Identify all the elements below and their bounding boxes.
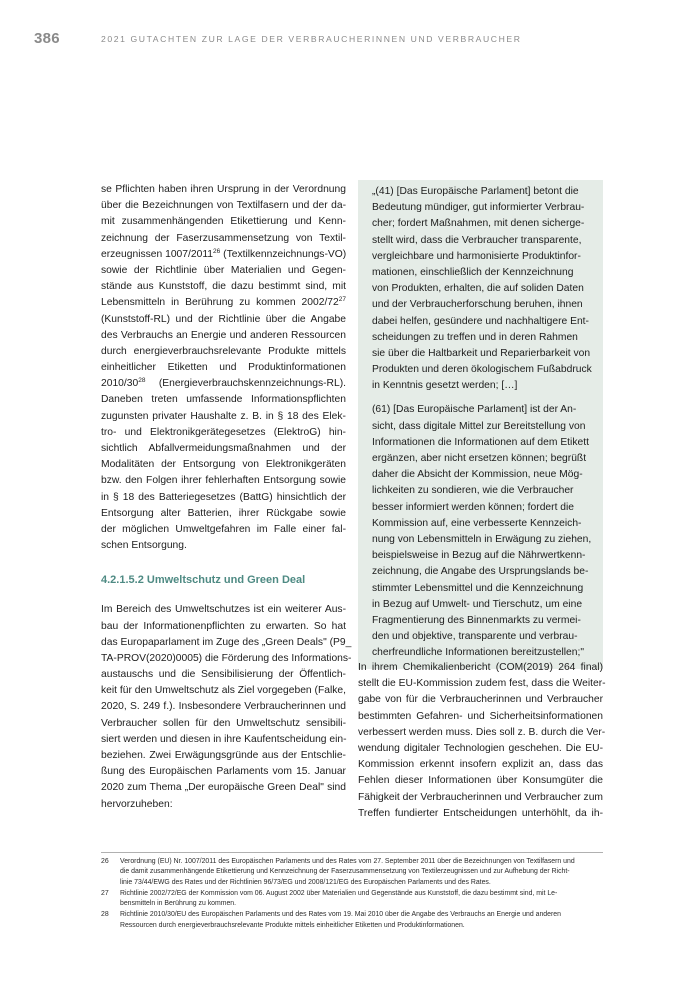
- paragraph: [101, 182, 346, 554]
- footnote-line: linie 73/44/EWG des Rates und der Richtlinien 96/73/EG und 2008/121/EG des Europäischen Parlaments und des Rates.: [120, 878, 491, 886]
- quote-line: „(41) [Das Europäische Parlament] betont die: [372, 186, 579, 197]
- quote-line: Produkten und deren ökologischem Fußabdruck: [372, 364, 592, 376]
- text-line: TA-PROV(2020)0005) die Förderung des Informations-: [101, 652, 352, 664]
- text-line: 2020 zum Thema „Der europäische Green Deal" sind: [101, 782, 346, 794]
- quote-line: sie über die Haltbarkeit und Reparierbarkeit von: [372, 347, 591, 359]
- text-line: austauschs und die Sensibilisierung der Öffentlich-: [101, 669, 346, 681]
- text-fragment: (Textilkennzeichnungs-VO): [223, 248, 347, 260]
- quote-line: cherfreundliche Informationen bereitzustellen;": [372, 647, 585, 659]
- text-line: 2020, S. 249 f.). Insbesondere Verbraucherinnen und: [101, 701, 346, 713]
- footnote-ref: 27: [338, 296, 346, 304]
- footnote-number: 27: [101, 889, 109, 897]
- text-line: verbessert werden muss. Dies soll z. B. durch die Ver-: [358, 726, 606, 738]
- quote-line: besser informiert werden können; fordert die: [372, 501, 575, 513]
- quote-line: ergänzen, aber nicht ersetzen können; begrüßt: [372, 453, 587, 464]
- quote-paragraph: [372, 184, 592, 394]
- quote-line: scheidungen zu treffen und in deren Rahmen: [372, 331, 578, 343]
- text-line: zugunsten privater Haushalte z. B. in § 18 des Elek-: [101, 410, 346, 422]
- quote-line: den und objektive, transparente und verbrau-: [372, 631, 578, 643]
- text-line: [101, 376, 346, 392]
- text-line: ßung des Europäischen Parlaments vom 15. Januar: [101, 766, 346, 778]
- right-column: [358, 660, 606, 822]
- text-line: keit für den Umweltschutz als Ziel vorgegeben (Falke,: [101, 685, 346, 697]
- text-line: das Europaparlament im Zuge des „Green Deals" (P9_: [101, 636, 352, 648]
- paragraph: [358, 660, 606, 822]
- footnote: [101, 910, 603, 931]
- text-line: zeichnung der Faserzusammensetzung von Textil-: [101, 232, 346, 244]
- page-number: 386: [34, 30, 60, 47]
- text-line: [101, 295, 346, 311]
- text-line: des Verbrauchs an Energie und anderen Ressourcen: [101, 329, 346, 341]
- text-line: gabe von für die Verbraucherinnen und Verbraucher: [358, 694, 603, 706]
- footnote-ref: 26: [213, 247, 221, 255]
- quote-line: beispielsweise in Bezug auf die Nährwertkenn-: [372, 550, 586, 562]
- text-line: wendung digitaler Technologien geschehen. Die EU-: [358, 742, 603, 754]
- footnote-line: die damit zusammenhängende Etikettierung und Kennzeichnung der Faserzusammensetzung von Textilerzeugnissen und zur Aufhebung der Richt-: [120, 868, 570, 876]
- text-line: Im Bereich des Umweltschutzes ist ein weiterer Aus-: [101, 604, 346, 616]
- quote-line: daher die Absicht der Kommission, neue Mög-: [372, 469, 583, 481]
- quote-line: sicht, dass digitale Mittel zur Bereitstellung von: [372, 420, 586, 432]
- footnote-line: bensmitteln in Berührung zu kommen.: [120, 900, 237, 908]
- text-fragment: (Energieverbrauchskennzeichnungs-RL).: [158, 378, 346, 390]
- text-line: durch energieverbrauchsrelevante Produkte mittels: [101, 345, 346, 357]
- quote-line: lichkeiten zu sondieren, wie die Verbraucher: [372, 485, 574, 497]
- footnote-line: Richtlinie 2010/30/EU des Europäischen Parlaments und des Rates vom 19. Mai 2010 über die Angabe des Verbrauchs an Energie und anderen: [120, 911, 561, 919]
- text-line: [101, 247, 346, 263]
- quote-line: vergleichbare und harmonisierte Produktinfor-: [372, 250, 581, 262]
- text-line: einheitlicher Etiketten und Produktinformationen: [101, 362, 346, 374]
- footnote-line: Ressourcen durch energieverbrauchsrelevante Produkte mittels einheitlicher Etiketten und Produktinformationen.: [120, 921, 465, 929]
- text-line: sowie der Richtlinie über Materialien und Gegen-: [101, 264, 346, 276]
- page-header: [34, 30, 666, 50]
- footnote-number: 28: [101, 911, 109, 919]
- paragraph: [101, 602, 352, 812]
- paragraph-gap: [372, 394, 589, 402]
- quote-line: in Kenntnis gesetzt werden; […]: [372, 380, 518, 392]
- text-line: tro- und Elektronikgerätegesetzes (ElektroG) hin-: [101, 426, 346, 438]
- text-line: der möglichen Umweltgefahren im Falle einer fal-: [101, 523, 346, 535]
- text-line: über die Bezeichnungen von Textilfasern und der da-: [101, 200, 346, 212]
- footnote-ref: 28: [138, 377, 146, 385]
- text-line: Fähigkeit der Verbraucherinnen und Verbraucher zum: [358, 791, 603, 803]
- quote-line: zeichnung, die Angabe des Ursprungslands be-: [372, 566, 589, 578]
- quote-line: nung von Lebensmitteln in Erwägung zu ziehen,: [372, 533, 592, 545]
- quote-line: (61) [Das Europäische Parlament] ist der An-: [372, 404, 577, 416]
- text-line: beziehen. Zwei Erwägungsgründe aus der Entschlie-: [101, 750, 346, 761]
- footnote-number: 26: [101, 858, 109, 865]
- text-line: schen Entsorgung.: [101, 540, 187, 552]
- text-line: in § 18 des Batteriegesetzes (BattG) hinsichtlich der: [101, 491, 346, 503]
- text-line: Entsorgung alter Batterien, ihrer Rückgabe sowie: [101, 507, 346, 519]
- footnotes: [101, 852, 603, 932]
- text-fragment: 2010/30: [101, 378, 139, 390]
- footnote: [101, 857, 603, 888]
- text-line: Modalitäten der Entsorgung von Elektronikgeräten: [101, 459, 346, 471]
- text-line: In ihrem Chemikalienbericht (COM(2019) 264 final): [358, 662, 603, 673]
- text-line: stände aus Kunststoff, die dazu bestimmt sind, mit: [101, 281, 346, 293]
- left-column: [101, 182, 352, 813]
- quote-line: in Bezug auf Umwelt- und Tierschutz, um eine: [372, 598, 583, 610]
- text-line: hervorzuheben:: [101, 798, 173, 810]
- text-line: bau der Informationenpflichten zu erwarten. So hat: [101, 620, 346, 632]
- text-line: Kommission erkennt insofern explizit an, dass das: [358, 759, 603, 771]
- text-line: Daneben treten umfassende Informationspflichten: [101, 394, 346, 406]
- text-line: se Pflichten haben ihren Ursprung in der Verordnung: [101, 184, 346, 195]
- footnote-text: [120, 910, 603, 931]
- quote-line: Bedeutung mündiger, gut informierter Verbrau-: [372, 202, 585, 214]
- quote-line: Informationen die Informationen auf dem Etikett: [372, 436, 589, 448]
- footnote-text: [120, 857, 603, 888]
- text-line: bzw. den Folgen ihrer fehlerhaften Entsorgung sowie: [101, 475, 346, 487]
- text-line: sichtlich Abfallvermeidungsmaßnahmen und der: [101, 443, 346, 454]
- text-line: bestimmten Gefahren- und Sicherheitsinformationen: [358, 710, 603, 722]
- text-line: Fehlen dieser Informationen über Konsumgüter die: [358, 775, 603, 787]
- quote-line: Fragmentierung des Binnenmarkts zu vermei-: [372, 614, 581, 626]
- running-title: 2021 GUTACHTEN ZUR LAGE DER VERBRAUCHERINNEN UND VERBRAUCHER: [101, 34, 522, 44]
- text-fragment: Lebensmitteln in Berührung zu kommen 2002/72: [101, 297, 339, 309]
- text-line: stellt die EU-Kommission zudem fest, dass die Weiter-: [358, 678, 606, 690]
- quote-line: von Produkten, erhalten, die auf soliden Daten: [372, 283, 584, 295]
- text-line: siert werden und diesen in ihre Kaufentscheidung ein-: [101, 733, 347, 745]
- text-line: mit zusammenhängenden Etikettierung und Kenn-: [101, 216, 346, 228]
- footnote-text: [120, 889, 603, 910]
- text-line: Treffen fundierter Entscheidungen unterhöhlt, da ih-: [358, 807, 603, 819]
- quote-line: Kommission auf, eine verbesserte Kennzeich-: [372, 517, 582, 529]
- quote-line: und der Verbraucherforschung beruhen, ihnen: [372, 299, 583, 311]
- footnote: [101, 889, 603, 910]
- quote-line: stimmter Lebensmittel und die Kennzeichnung: [372, 582, 584, 594]
- quote-box: [358, 180, 603, 669]
- quote-line: dabei helfen, gesündere und nachhaltigere Ent-: [372, 315, 589, 327]
- footnote-line: Verordnung (EU) Nr. 1007/2011 des Europäischen Parlaments und des Rates vom 27. September 2011 über die Bezeichnungen von Textilfasern und: [120, 858, 575, 865]
- quote-line: stellt wird, dass die Verbraucher transparente,: [372, 234, 582, 246]
- quote-text: [358, 184, 603, 661]
- section-heading: 4.2.1.5.2 Umweltschutz und Green Deal: [101, 574, 306, 587]
- text-line: Verbraucher sollen für den Umweltschutz sensibili-: [101, 717, 346, 729]
- text-fragment: erzeugnissen 1007/2011: [101, 248, 214, 260]
- quote-line: cher; fordert Maßnahmen, mit denen sicherge-: [372, 218, 585, 230]
- quote-line: mationen, einschließlich der Kennzeichnung: [372, 266, 574, 278]
- quote-paragraph: [372, 402, 592, 661]
- footnote-line: Richtlinie 2002/72/EG der Kommission vom 06. August 2002 über Materialien und Gegenstände aus Kunststoff, die dazu bestimmt sind, mit Le-: [120, 889, 558, 897]
- text-line: (Kunststoff-RL) und der Richtlinie über die Angabe: [101, 313, 346, 325]
